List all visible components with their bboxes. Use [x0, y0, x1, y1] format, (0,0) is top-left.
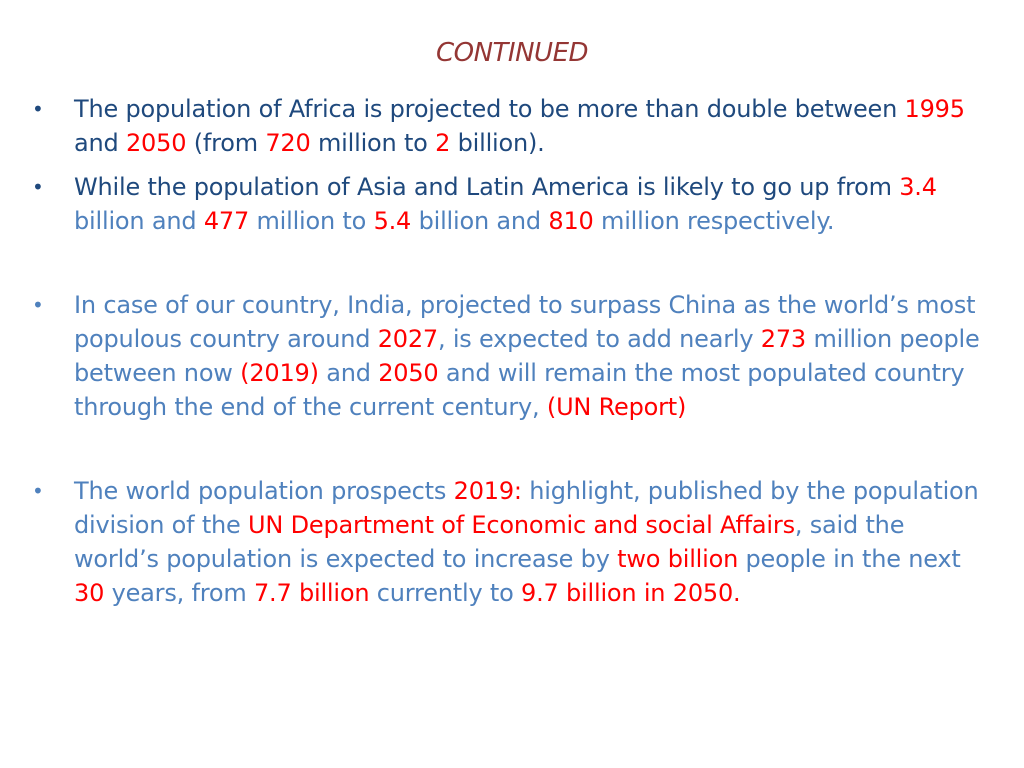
text-segment: million respectively.	[593, 207, 835, 235]
text-segment: (from	[186, 129, 266, 157]
bullet-list	[30, 92, 990, 610]
highlight-value: 2019:	[453, 477, 522, 505]
text-segment: billion and	[411, 207, 549, 235]
bullet-marker: •	[32, 479, 44, 503]
highlight-value: 2027	[377, 325, 438, 353]
highlight-value: (UN Report)	[546, 393, 687, 421]
highlight-value: 1995	[904, 95, 965, 123]
bullet-asia-latin-america	[30, 170, 990, 238]
text-segment: and	[318, 359, 379, 387]
bullet-world-population-prospects	[30, 474, 990, 610]
text-segment: , is expected to add nearly	[437, 325, 761, 353]
text-segment: While the population of Asia and Latin America is likely to go up from	[74, 173, 900, 201]
text-segment: years, from	[104, 579, 254, 607]
text-segment: , said the world’s population is expected to increase by	[74, 511, 905, 573]
bullet-marker: •	[32, 97, 44, 121]
text-segment: The population of Africa is projected to be more than double between	[74, 95, 905, 123]
text-segment: currently to	[369, 579, 522, 607]
bullet-india-population	[30, 288, 990, 424]
bullet-africa-population	[30, 92, 990, 160]
text-segment: million to	[249, 207, 374, 235]
highlight-value: 2	[435, 129, 451, 157]
text-segment: and will remain the most populated country through the end of the current century,	[74, 359, 965, 421]
highlight-value: 30	[74, 579, 105, 607]
highlight-value: 2050	[125, 129, 187, 157]
highlight-value: 9.7 billion in 2050.	[521, 579, 741, 607]
text-segment: people in the next	[738, 545, 961, 573]
bullet-marker: •	[32, 175, 44, 199]
highlight-value: 5.4	[373, 207, 412, 235]
highlight-value: 3.4	[899, 173, 937, 201]
text-segment: million people between now	[74, 325, 980, 387]
text-segment: and	[74, 129, 126, 157]
text-segment: million to	[310, 129, 436, 157]
highlight-value: 810	[548, 207, 594, 235]
highlight-value: 2050	[378, 359, 439, 387]
text-segment: The world population prospects	[74, 477, 454, 505]
highlight-value: UN Department of Economic and social Affairs	[248, 511, 795, 539]
highlight-value: 273	[760, 325, 807, 353]
slide-title: CONTINUED	[435, 38, 589, 68]
highlight-value: two billion	[617, 545, 739, 573]
highlight-value: 720	[265, 129, 311, 157]
bullet-marker: •	[32, 293, 44, 317]
highlight-value: 7.7 billion	[253, 579, 370, 607]
text-segment: billion).	[450, 129, 545, 157]
highlight-value: (2019)	[240, 359, 319, 387]
highlight-value: 477	[203, 207, 250, 235]
text-segment: In case of our country, India, projected to surpass China as the world’s most populous country around	[74, 291, 976, 353]
text-segment: highlight, published by the population division of the	[74, 477, 979, 539]
text-segment: billion and	[74, 207, 204, 235]
